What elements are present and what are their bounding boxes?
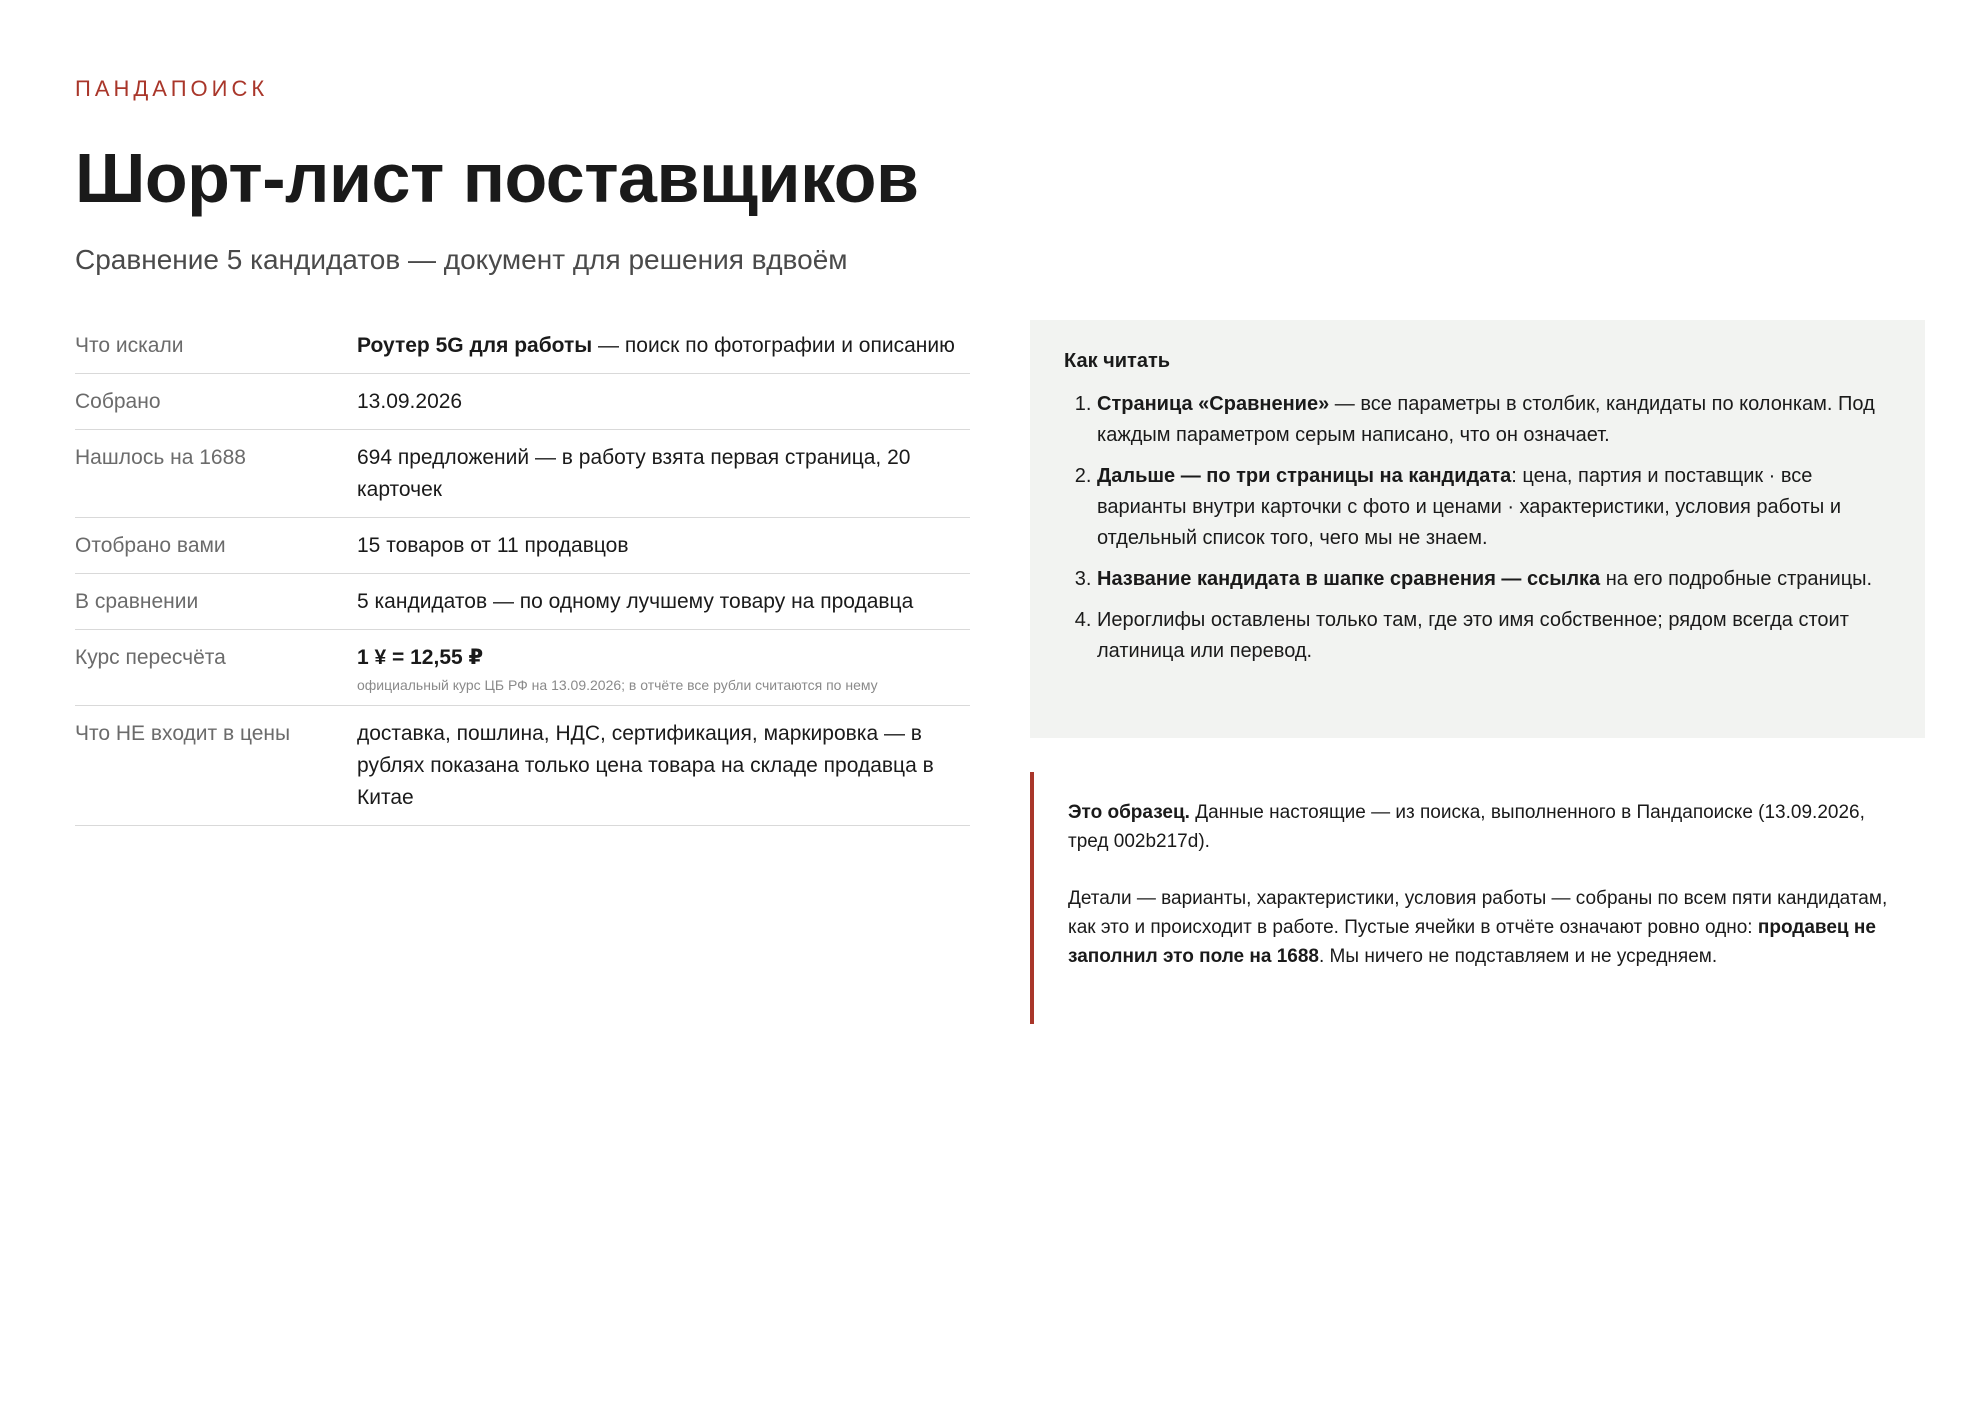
list-item-text: на его подробные страницы. <box>1600 568 1873 590</box>
sample-note-emphasis: продавец не заполнил это поле на 1688 <box>1068 917 1876 967</box>
how-to-read-box <box>1030 320 1925 738</box>
meta-row-collected <box>75 374 970 430</box>
meta-key: Что искали <box>75 334 184 357</box>
list-item <box>1097 389 1891 451</box>
meta-row-rate <box>75 630 970 706</box>
meta-value: 5 кандидатов — по одному лучшему товару на продавца <box>357 590 914 613</box>
list-item-text: : цена, партия и поставщик · все варианты внутри карточки с фото и ценами · характеристики, условия работы и отдельный список того, чего мы не знаем. <box>1097 465 1841 549</box>
meta-row-query <box>75 318 970 374</box>
how-to-read-list <box>1064 389 1891 667</box>
meta-row-excluded <box>75 706 970 826</box>
sample-note-paragraph <box>1068 884 1891 971</box>
meta-key: В сравнении <box>75 590 199 613</box>
meta-row-selected <box>75 518 970 574</box>
sample-note-text: Детали — варианты, характеристики, условия работы — собраны по всем пяти кандидатам, как это и происходит в работе. Пустые ячейки в отчёте означают ровно одно: <box>1068 888 1888 938</box>
how-to-read-title: Как читать <box>1064 350 1171 372</box>
sample-note-text: Данные настоящие — из поиска, выполненного в Пандапоиске (13.09.2026, тред 002b217d). <box>1068 802 1865 852</box>
exchange-rate: 1 ¥ = 12,55 ₽ <box>357 646 484 669</box>
meta-key: Отобрано вами <box>75 534 226 557</box>
list-item-text: — все параметры в столбик, кандидаты по колонкам. Под каждым параметром серым написано, что он означает. <box>1097 393 1875 446</box>
list-item-bold: Название кандидата в шапке сравнения — ссылка <box>1097 568 1601 590</box>
meta-value-text: — поиск по фотографии и описанию <box>592 334 955 357</box>
list-item <box>1097 564 1891 595</box>
sample-note-text: . Мы ничего не подставляем и не усредняем. <box>1319 946 1718 967</box>
page-subtitle: Сравнение 5 кандидатов — документ для решения вдвоём <box>75 244 848 275</box>
sample-note <box>1030 772 1925 1024</box>
list-item-bold: Страница «Сравнение» <box>1097 393 1330 415</box>
meta-value: 13.09.2026 <box>357 390 463 413</box>
meta-value: 694 предложений — в работу взята первая страница, 20 карточек <box>357 446 911 501</box>
sample-note-lead: Это образец. <box>1068 802 1190 823</box>
list-item <box>1097 461 1891 554</box>
meta-key: Курс пересчёта <box>75 646 226 669</box>
exchange-rate-note: официальный курс ЦБ РФ на 13.09.2026; в отчёте все рубли считаются по нему <box>357 677 878 693</box>
meta-value <box>357 642 970 694</box>
meta-value: доставка, пошлина, НДС, сертификация, маркировка — в рублях показана только цена товара на складе продавца в Китае <box>357 722 934 809</box>
meta-value-bold: Роутер 5G для работы <box>357 334 593 357</box>
list-item <box>1097 605 1891 667</box>
meta-value: 15 товаров от 11 продавцов <box>357 534 629 557</box>
meta-value <box>357 330 970 362</box>
meta-row-comparison <box>75 574 970 630</box>
sample-note-paragraph <box>1068 798 1891 856</box>
meta-key: Что НЕ входит в цены <box>75 722 291 745</box>
brand-label: ПАНДАПОИСК <box>75 76 269 101</box>
meta-key: Собрано <box>75 390 161 413</box>
page-title: Шорт-лист поставщиков <box>75 139 919 217</box>
meta-row-found <box>75 430 970 518</box>
meta-key: Нашлось на 1688 <box>75 446 246 469</box>
list-item-text: Иероглифы оставлены только там, где это имя собственное; рядом всегда стоит латиница или перевод. <box>1097 609 1849 662</box>
list-item-bold: Дальше — по три страницы на кандидата <box>1097 465 1512 487</box>
search-meta-table <box>75 318 970 826</box>
